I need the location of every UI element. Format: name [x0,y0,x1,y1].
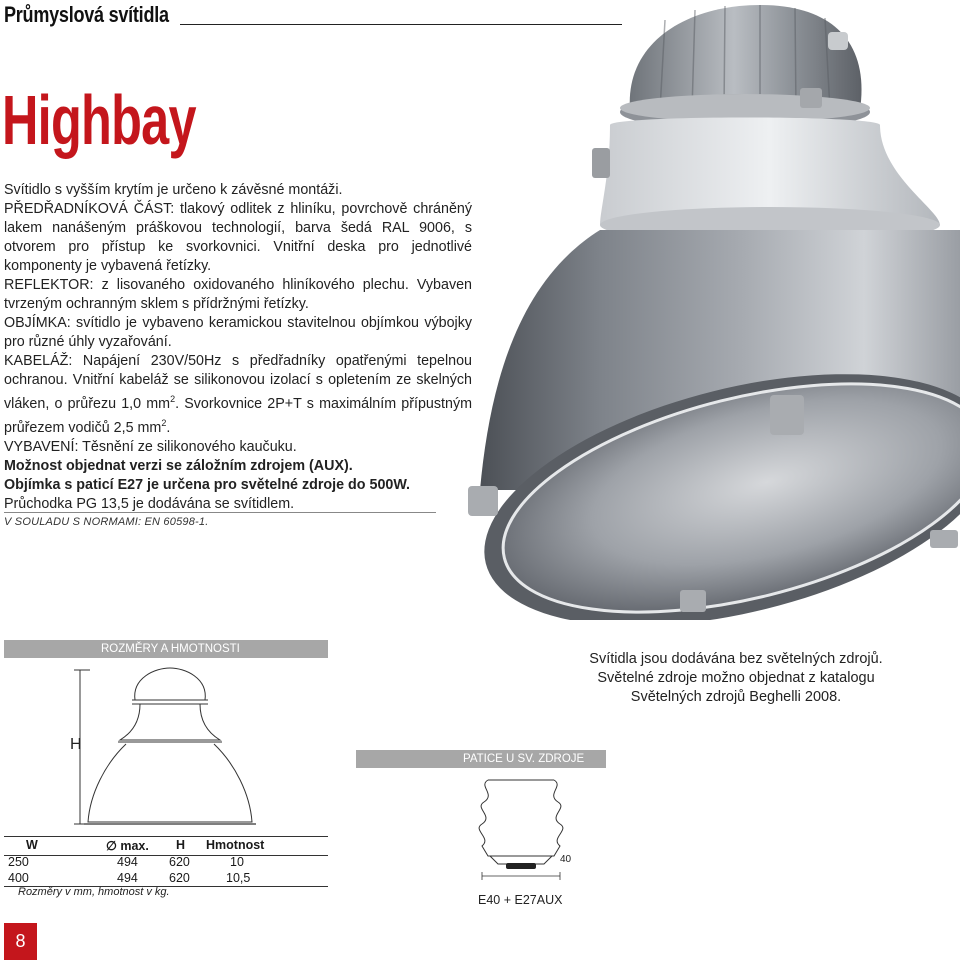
info-line: Svítidla jsou dodávána bez světelných zdrojů. [589,651,883,667]
norms-text: V SOULADU S NORMAMI: EN 60598-1. [4,516,209,528]
description-paragraph [4,352,472,438]
description-paragraph: VYBAVENÍ: Těsnění ze silikonového kaučuku. [4,438,297,455]
h-dimension-label: H [70,736,82,753]
table-cell: 620 [169,871,190,885]
table-cell: 620 [169,855,190,869]
dimension-drawing [60,664,280,834]
description-paragraph: OBJÍMKA: svítidlo je vybaveno keramickou stavitelnou objímkou výbojky pro různé úhly vyzařování. [4,315,472,350]
socket-drawing [466,772,596,882]
socket-label: E40 + E27AUX [478,893,563,907]
light-source-info [560,650,912,707]
superscript: 2 [161,417,167,428]
info-line: Světelných zdrojů Beghelli 2008. [630,689,842,705]
description-bold: Objímka s paticí E27 je určena pro světelné zdroje do 500W. [4,476,411,493]
description-paragraph: Průchodka PG 13,5 je dodávána se svítidlem. [4,495,295,512]
section-title: Průmyslová svítidla [4,2,169,27]
table-cell: 400 [8,871,29,885]
dimensions-header-label: ROZMĚRY A HMOTNOSTI [101,643,240,655]
table-cell: 494 [117,855,138,869]
description-paragraph: REFLEKTOR: z lisovaného oxidovaného hliníkového plechu. Vybaven tvrzeným ochranným sklem s přídržnými řetízky. [4,277,472,312]
superscript: 2 [170,394,176,404]
description-text: KABELÁŽ: Napájení 230V/50Hz s předřadníky opatřenými tepelnou ochranou. Vnitřní kabeláž se silikonovou izolací s opletením ze skelných vláken, o průřezu 1,0 mm [4,353,472,412]
norms-rule [4,512,436,513]
column-header: W [26,838,38,852]
description [4,181,472,514]
table-cell: 10,5 [226,871,251,885]
description-bold: Možnost objednat verzi se záložním zdrojem (AUX). [4,457,353,474]
info-line: Světelné zdroje možno objednat z katalogu [597,670,875,686]
table-row [4,855,328,871]
description-text: . Svorkovnice 2P+T s maximálním přípustným průřezem vodičů 2,5 mm [4,395,473,436]
table-row [4,871,328,887]
table-cell: 494 [117,871,138,885]
dimensions-note: Rozměry v mm, hmotnost v kg. [18,886,170,898]
page-title: Highbay [2,81,196,159]
description-paragraph: PŘEDŘADNÍKOVÁ ČÁST: tlakový odlitek z hliníku, povrchově chráněný lakem nanášeným práškovou technologií, barva šedá RAL 9006, s otvorem pro přístup ke svorkovnici. Vnitřní deska pro jednotlivé komponenty je vybavená řetízky. [4,201,472,274]
column-header: Hmotnost [206,838,265,852]
table-header [4,838,328,856]
description-paragraph: Svítidlo s vyšším krytím je určeno k závěsné montáži. [4,182,343,198]
product-photo [460,0,960,620]
column-header: H [176,838,186,852]
table-cell: 250 [8,855,29,869]
column-header: ∅ max. [106,839,149,853]
socket-header [356,750,606,768]
table-cell: 10 [230,855,244,869]
socket-dimension: 40 [560,854,572,865]
dimensions-header [4,640,328,658]
page-number: 8 [4,923,37,960]
description-text: . [166,419,171,436]
table-rule [4,836,328,837]
socket-header-label: PATICE U SV. ZDROJE [463,753,585,765]
